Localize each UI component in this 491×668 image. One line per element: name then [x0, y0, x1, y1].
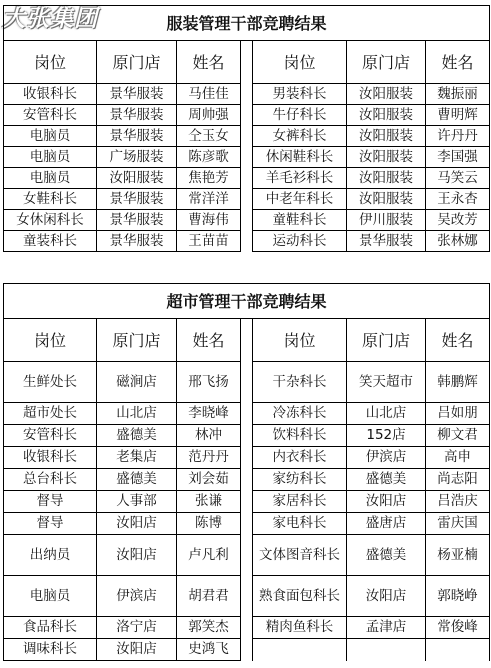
name-cell: 魏振丽 — [426, 84, 490, 105]
position-cell: 督导 — [4, 513, 97, 535]
position-cell: 收银科长 — [4, 84, 97, 105]
column-header: 姓名 — [177, 41, 241, 84]
table-row — [4, 403, 490, 425]
store-cell: 山北店 — [97, 403, 177, 425]
table-row — [4, 469, 490, 491]
name-cell: 李国强 — [426, 147, 490, 168]
position-cell: 家电科长 — [253, 513, 347, 535]
name-cell: 吴改芳 — [426, 210, 490, 231]
store-cell: 汝阳服装 — [347, 147, 426, 168]
position-cell: 收银科长 — [4, 447, 97, 469]
position-cell: 女休闲科长 — [4, 210, 97, 231]
store-cell: 汝阳店 — [97, 513, 177, 535]
store-cell: 景华服装 — [97, 105, 177, 126]
name-cell: 范丹丹 — [177, 447, 241, 469]
store-cell: 汝阳服装 — [347, 105, 426, 126]
position-cell: 童鞋科长 — [253, 210, 347, 231]
column-header: 姓名 — [177, 319, 241, 362]
position-cell: 生鲜处长 — [4, 362, 97, 403]
column-header: 原门店 — [347, 41, 426, 84]
position-cell: 总台科长 — [4, 469, 97, 491]
column-gap — [241, 41, 253, 84]
position-cell: 女裤科长 — [253, 126, 347, 147]
table-row — [4, 189, 490, 210]
name-cell: 韩鹏辉 — [426, 362, 490, 403]
name-cell: 常洋洋 — [177, 189, 241, 210]
column-header: 姓名 — [426, 41, 490, 84]
store-cell: 汝阳店 — [97, 639, 177, 661]
table-row — [4, 126, 490, 147]
column-header: 原门店 — [97, 319, 177, 362]
name-cell: 卢凡利 — [177, 535, 241, 576]
store-cell: 汝阳服装 — [347, 84, 426, 105]
table-row — [4, 362, 490, 403]
column-gap — [241, 84, 253, 105]
column-header: 岗位 — [253, 41, 347, 84]
name-cell: 柳文君 — [426, 425, 490, 447]
column-header: 岗位 — [253, 319, 347, 362]
table-row — [4, 447, 490, 469]
column-gap — [241, 469, 253, 491]
name-cell: 史鸿飞 — [177, 639, 241, 661]
position-cell: 休闲鞋科长 — [253, 147, 347, 168]
name-cell: 常俊峰 — [426, 617, 490, 639]
position-cell: 超市处长 — [4, 403, 97, 425]
supermarket-section-title: 超市管理干部竞聘结果 — [4, 284, 490, 319]
name-cell: 王苗苗 — [177, 231, 241, 252]
position-cell: 调味科长 — [4, 639, 97, 661]
position-cell: 安管科长 — [4, 425, 97, 447]
store-cell: 景华服装 — [347, 231, 426, 252]
column-header: 原门店 — [97, 41, 177, 84]
column-gap — [241, 189, 253, 210]
position-cell: 中老年科长 — [253, 189, 347, 210]
clothing-section-title: 服装管理干部竞聘结果 — [4, 6, 490, 41]
position-cell: 童装科长 — [4, 231, 97, 252]
column-header: 原门店 — [347, 319, 426, 362]
store-cell: 山北店 — [347, 403, 426, 425]
name-cell: 郭晓峥 — [426, 576, 490, 617]
column-gap — [241, 105, 253, 126]
column-gap — [241, 576, 253, 617]
store-cell: 广场服装 — [97, 147, 177, 168]
position-cell: 出纳员 — [4, 535, 97, 576]
store-cell: 汝阳店 — [347, 576, 426, 617]
table-row — [4, 491, 490, 513]
table-row — [4, 425, 490, 447]
table-row — [4, 231, 490, 252]
supermarket-results-table — [3, 283, 490, 661]
column-gap — [241, 403, 253, 425]
store-cell: 盛德美 — [347, 469, 426, 491]
clothing-results-table — [3, 5, 490, 252]
name-cell: 高申 — [426, 447, 490, 469]
name-cell: 曹海伟 — [177, 210, 241, 231]
store-cell: 伊川服装 — [347, 210, 426, 231]
name-cell — [426, 639, 490, 661]
position-cell: 电脑员 — [4, 576, 97, 617]
name-cell: 焦艳芳 — [177, 168, 241, 189]
name-cell: 吕如朋 — [426, 403, 490, 425]
position-cell: 牛仔科长 — [253, 105, 347, 126]
name-cell: 林冲 — [177, 425, 241, 447]
position-cell: 精肉鱼科长 — [253, 617, 347, 639]
name-cell: 李晓峰 — [177, 403, 241, 425]
store-cell: 汝阳服装 — [347, 126, 426, 147]
store-cell: 洛宁店 — [97, 617, 177, 639]
store-cell: 盛德美 — [97, 469, 177, 491]
position-cell: 电脑员 — [4, 126, 97, 147]
store-cell: 景华服装 — [97, 189, 177, 210]
column-header: 姓名 — [426, 319, 490, 362]
table-row — [4, 147, 490, 168]
position-cell: 内衣科长 — [253, 447, 347, 469]
name-cell: 曹明辉 — [426, 105, 490, 126]
store-cell: 汝阳服装 — [347, 189, 426, 210]
store-cell: 老集店 — [97, 447, 177, 469]
position-cell: 文体图音科长 — [253, 535, 347, 576]
name-cell: 雷庆国 — [426, 513, 490, 535]
column-header: 岗位 — [4, 41, 97, 84]
store-cell: 盛德美 — [347, 535, 426, 576]
store-cell: 景华服装 — [97, 210, 177, 231]
position-cell: 督导 — [4, 491, 97, 513]
name-cell: 马佳佳 — [177, 84, 241, 105]
column-gap — [241, 447, 253, 469]
store-cell: 汝阳服装 — [347, 168, 426, 189]
name-cell: 郭笑杰 — [177, 617, 241, 639]
name-cell: 王永杏 — [426, 189, 490, 210]
position-cell: 电脑员 — [4, 147, 97, 168]
table-row — [4, 639, 490, 661]
position-cell: 饮料科长 — [253, 425, 347, 447]
column-gap — [241, 231, 253, 252]
name-cell: 张林娜 — [426, 231, 490, 252]
position-cell — [253, 639, 347, 661]
table-row — [4, 84, 490, 105]
name-cell: 邢飞扬 — [177, 362, 241, 403]
store-cell: 景华服装 — [97, 84, 177, 105]
store-cell: 伊滨店 — [347, 447, 426, 469]
store-cell: 汝阳服装 — [97, 168, 177, 189]
store-cell: 伊滨店 — [97, 576, 177, 617]
store-cell: 景华服装 — [97, 126, 177, 147]
store-cell: 汝阳店 — [97, 535, 177, 576]
store-cell: 汝阳店 — [347, 491, 426, 513]
column-gap — [241, 319, 253, 362]
position-cell: 食品科长 — [4, 617, 97, 639]
column-gap — [241, 639, 253, 661]
column-gap — [241, 535, 253, 576]
position-cell: 家居科长 — [253, 491, 347, 513]
position-cell: 冷冻科长 — [253, 403, 347, 425]
store-cell: 磁涧店 — [97, 362, 177, 403]
name-cell: 陈博 — [177, 513, 241, 535]
column-gap — [241, 425, 253, 447]
position-cell: 熟食面包科长 — [253, 576, 347, 617]
column-gap — [241, 513, 253, 535]
table-row — [4, 576, 490, 617]
column-header: 岗位 — [4, 319, 97, 362]
column-gap — [241, 168, 253, 189]
store-cell: 孟津店 — [347, 617, 426, 639]
name-cell: 刘会茹 — [177, 469, 241, 491]
store-cell: 笑天超市 — [347, 362, 426, 403]
column-gap — [241, 617, 253, 639]
position-cell: 家纺科长 — [253, 469, 347, 491]
store-cell: 盛唐店 — [347, 513, 426, 535]
name-cell: 杨亚楠 — [426, 535, 490, 576]
position-cell: 男装科长 — [253, 84, 347, 105]
group-logo: 大张集团 — [2, 6, 98, 32]
position-cell: 干杂科长 — [253, 362, 347, 403]
position-cell: 女鞋科长 — [4, 189, 97, 210]
table-row — [4, 617, 490, 639]
store-cell — [347, 639, 426, 661]
store-cell: 人事部 — [97, 491, 177, 513]
name-cell: 陈彦歌 — [177, 147, 241, 168]
table-row — [4, 535, 490, 576]
table-row — [4, 105, 490, 126]
name-cell: 胡君君 — [177, 576, 241, 617]
name-cell: 吕浩庆 — [426, 491, 490, 513]
name-cell: 周帅强 — [177, 105, 241, 126]
column-gap — [241, 491, 253, 513]
name-cell: 仝玉女 — [177, 126, 241, 147]
column-gap — [241, 147, 253, 168]
store-cell: 盛德美 — [97, 425, 177, 447]
position-cell: 安管科长 — [4, 105, 97, 126]
table-row — [4, 210, 490, 231]
name-cell: 许丹丹 — [426, 126, 490, 147]
column-gap — [241, 126, 253, 147]
name-cell: 尚志阳 — [426, 469, 490, 491]
store-cell: 景华服装 — [97, 231, 177, 252]
table-row — [4, 168, 490, 189]
column-gap — [241, 210, 253, 231]
store-cell: 152店 — [347, 425, 426, 447]
name-cell: 马笑云 — [426, 168, 490, 189]
position-cell: 羊毛衫科长 — [253, 168, 347, 189]
column-gap — [241, 362, 253, 403]
name-cell: 张谦 — [177, 491, 241, 513]
table-row — [4, 513, 490, 535]
position-cell: 电脑员 — [4, 168, 97, 189]
position-cell: 运动科长 — [253, 231, 347, 252]
